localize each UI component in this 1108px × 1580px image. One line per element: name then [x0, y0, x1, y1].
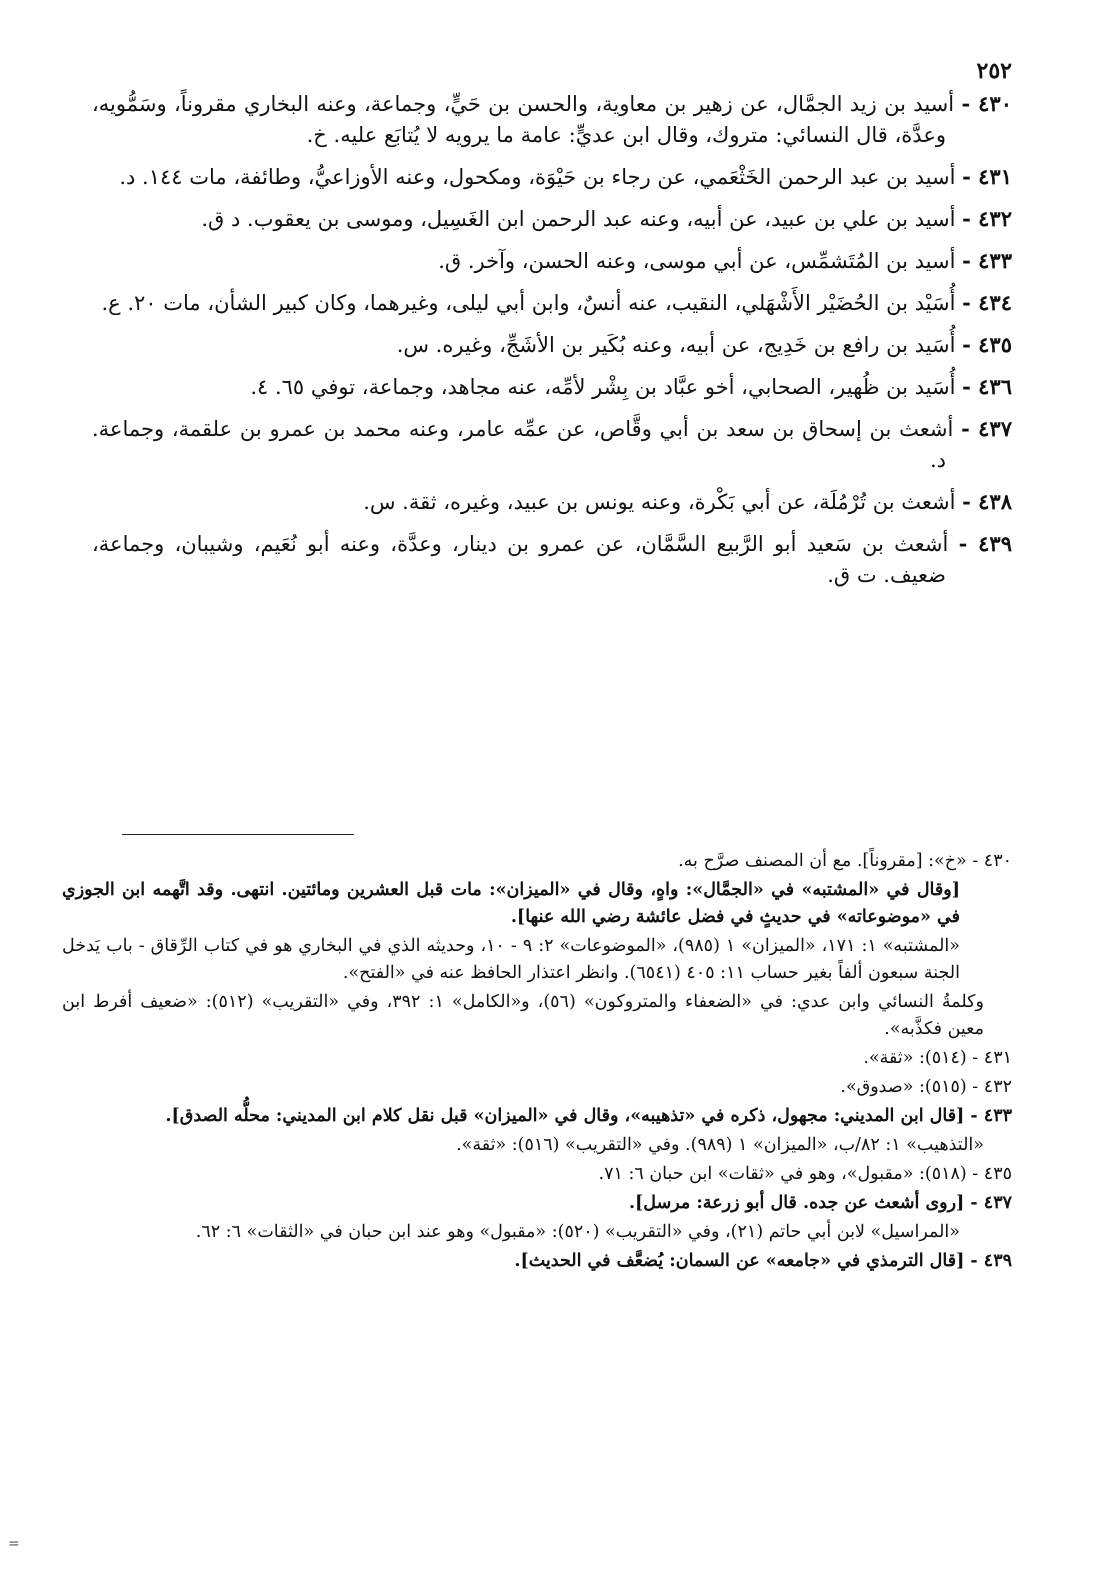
entry-text: أسيد بن زيد الجمَّال، عن زهير بن معاوية، والحسن بن حَيٍّ، وجماعة، وعنه البخاري مقروناً، وسَمُّويه، وعدَّة، قال النسائي: متروك، وقال ابن عديٍّ: عامة ما يرويه لا يُتابَع عليه. خ. [92, 92, 955, 147]
note-430: ٤٣٠ - «خ»: [مقروناً]. مع أن المصنف صرَّح به. [678, 851, 1012, 871]
note-437: ٤٣٧ - [روى أشعث عن جده. قال أبو زرعة: مرسل]. [628, 1193, 1012, 1213]
note-437-sources: «المراسيل» لابن أبي حاتم (٢١)، وفي «التقريب» (٥٢٠): «مقبول» وهو عند ابن حبان في «الثقات» ٦: ٦٢. [195, 1222, 960, 1242]
entry-432 [92, 203, 1012, 235]
note-430-remark: وكلمةُ النسائي وابن عدي: في «الضعفاء والمتروكون» (٥٦)، و«الكامل» ١: ٣٩٢، وفي «التقريب» (٥١٢): «ضعيف أفرط ابن معين فكذَّبه». [62, 992, 984, 1039]
entry-433 [92, 245, 1012, 277]
entry-text: أُسَيد بن رافع بن خَدِيج، عن أبيه، وعنه بُكَير بن الأشَجِّ، وغيره. س. [396, 333, 956, 357]
entry-text: أُسَيد بن ظُهير، الصحابي، أخو عبَّاد بن بِشْر لأمِّه، عنه مجاهد، وجماعة، توفي ٦٥. ٤. [250, 375, 956, 399]
entry-text: أُسَيْد بن الحُضَيْر الأَشْهَلي، النقيب، عنه أنسٌ، وابن أبي ليلى، وغيرهما، وكان كبير الشأن، مات ٢٠. ع. [101, 291, 956, 315]
entry-number: ٤٣٣ - [962, 248, 1012, 273]
note-430-sources: «المشتبه» ١: ١٧١، «الميزان» ١ (٩٨٥)، «الموضوعات» ٢: ٩ - ١٠، وحديثه الذي في البخاري هو في كتاب الرِّقاق - باب يَدخل الجنة سبعون ألفاً بغير حساب ١١: ٤٠٥ (٦٥٤١). وانظر اعتذار الحافظ عنه في «الفتح». [62, 936, 961, 983]
entry-text: أسيد بن عبد الرحمن الخَثْعَمي، عن رجاء بن حَيْوَة، ومكحول، وعنه الأوزاعيُّ، وطائفة، مات ١٤٤. د. [119, 165, 956, 189]
entry-text: أسيد بن المُتَشمِّس، عن أبي موسى، وعنه الحسن، وآخر. ق. [438, 249, 956, 273]
entry-434 [92, 287, 1012, 319]
entry-text: أشعث بن سَعيد أبو الرَّبيع السَّمَّان، عن عمرو بن دينار، وعدَّة، وعنه أبو نُعَيم، وشيبان، وجماعة، ضعيف. ت ق. [92, 532, 949, 587]
footnote-divider [122, 834, 354, 835]
entry-number: ٤٣٥ - [962, 332, 1012, 357]
entry-number: ٤٣٧ - [961, 416, 1012, 441]
entry-435 [92, 329, 1012, 361]
entry-430 [92, 88, 1012, 151]
biography-entries [92, 88, 1012, 601]
entry-number: ٤٣٦ - [962, 374, 1012, 399]
entry-number: ٤٣٨ - [962, 489, 1012, 514]
note-431: ٤٣١ - (٥١٤): «ثقة». [863, 1048, 1012, 1068]
entry-text: أشعث بن إسحاق بن سعد بن أبي وقَّاص، عن عمِّه عامر، وعنه محمد بن عمرو بن علقمة، وجماعة. د. [92, 417, 954, 472]
entry-number: ٤٣٩ - [958, 531, 1012, 556]
page-number: ٢٥٢ [976, 58, 1012, 84]
edge-marker: = [8, 1536, 20, 1552]
note-435: ٤٣٥ - (٥١٨): «مقبول»، وهو في «ثقات» ابن حبان ٦: ٧١. [598, 1164, 1012, 1184]
entry-436 [92, 371, 1012, 403]
entry-number: ٤٣٠ - [961, 91, 1012, 116]
entry-439 [92, 528, 1012, 591]
entry-number: ٤٣٤ - [962, 290, 1012, 315]
entry-number: ٤٣١ - [962, 164, 1012, 189]
note-433: ٤٣٣ - [قال ابن المديني: مجهول، ذكره في «تذهيبه»، وقال في «الميزان» قبل نقل كلام ابن المديني: محلُّه الصدق]. [165, 1106, 1012, 1126]
entry-text: أشعث بن تُرْمُلَة، عن أبي بَكْرة، وعنه يونس بن عبيد، وغيره، ثقة. س. [363, 490, 956, 514]
entry-number: ٤٣٢ - [962, 206, 1012, 231]
entry-text: أسيد بن علي بن عبيد، عن أبيه، وعنه عبد الرحمن ابن الغَسِيل، وموسى بن يعقوب. د ق. [201, 207, 956, 231]
note-433-sources: «التذهيب» ١: ٨٢/ب، «الميزان» ١ (٩٨٩). وفي «التقريب» (٥١٦): «ثقة». [456, 1135, 984, 1155]
note-439: ٤٣٩ - [قال الترمذي في «جامعه» عن السمان: يُضعَّف في الحديث]. [514, 1251, 1012, 1271]
note-432: ٤٣٢ - (٥١٥): «صدوق». [840, 1077, 1012, 1097]
entry-431 [92, 161, 1012, 193]
entry-438 [92, 486, 1012, 518]
footnotes [62, 848, 1012, 1277]
note-430-quote: [وقال في «المشتبه» في «الجمَّال»: واهٍ، وقال في «الميزان»: مات قبل العشرين ومائتين. انتهى. وقد اتَّهمه ابن الجوزي في «موضوعاته» في حديثٍ في فضل عائشة رضي الله عنها]. [62, 880, 960, 927]
entry-437 [92, 413, 1012, 476]
